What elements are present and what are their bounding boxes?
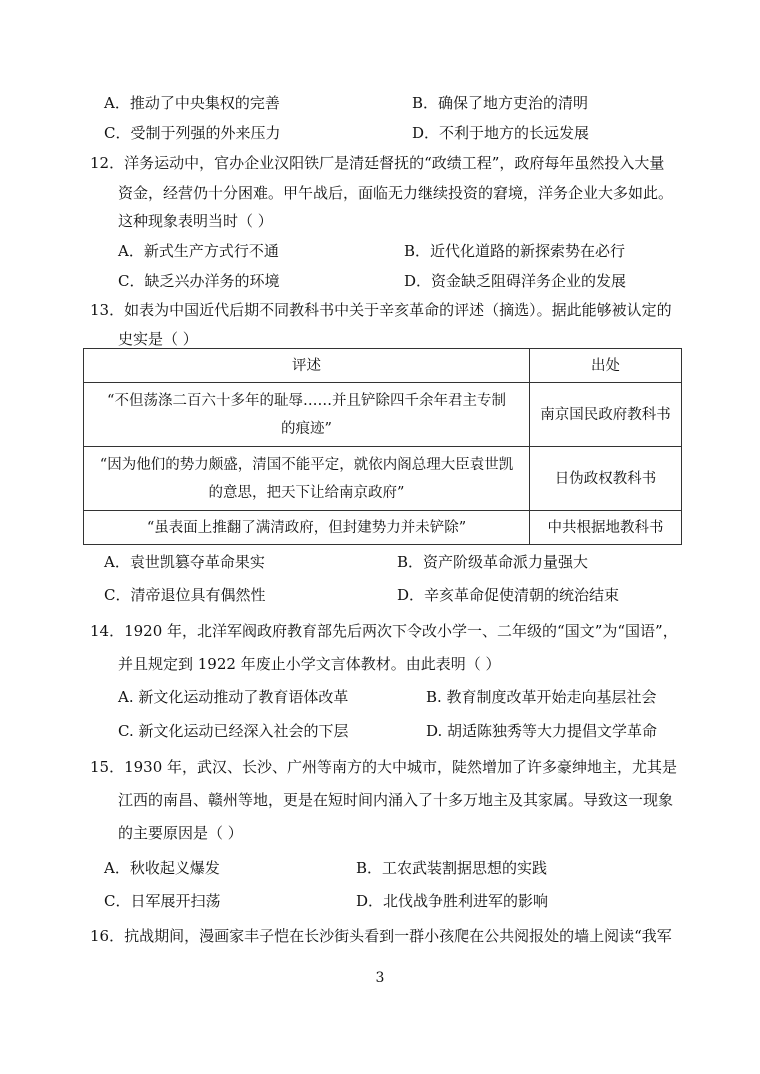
- table-cell-comment: [84, 511, 530, 545]
- q13-option-b: B．资产阶级革命派力量强大: [397, 553, 589, 571]
- comment-line: “不但荡涤二百六十多年的耻辱……并且铲除四千余年君主专制: [107, 392, 506, 409]
- q14-option-b: B. 教育制度改革开始走向基层社会: [426, 688, 657, 706]
- q15-stem-line-2: 江西的南昌、赣州等地，更是在短时间内涌入了十多万地主及其家属。导致这一现象: [118, 791, 674, 809]
- q14-option-a: A. 新文化运动推动了教育语体改革: [118, 688, 349, 706]
- comment-line: 的意思，把天下让给南京政府”: [208, 484, 405, 501]
- q11-option-d: D．不利于地方的长远发展: [412, 124, 590, 142]
- table-row: [84, 447, 682, 511]
- table-cell-comment: [84, 383, 530, 447]
- q14-option-c: C. 新文化运动已经深入社会的下层: [118, 722, 349, 740]
- page-number: 3: [375, 970, 385, 986]
- table-cell-source: 日伪政权教科书: [530, 447, 682, 511]
- q11-option-a: A．推动了中央集权的完善: [104, 94, 280, 112]
- q15-stem-line-1: 15．1930 年，武汉、长沙、广州等南方的大中城市，陡然增加了许多豪绅地主，尤其是: [90, 758, 678, 776]
- q14-stem-line-1: 14．1920 年，北洋军阀政府教育部先后两次下令改小学一、二年级的“国文”为“国语”，: [90, 622, 678, 640]
- q15-option-a: A．秋收起义爆发: [104, 859, 220, 877]
- q12-stem-line-2: 资金，经营仍十分困难。甲午战后，面临无力继续投资的窘境，洋务企业大多如此。: [118, 184, 674, 202]
- table-header-comment: 评述: [84, 349, 530, 383]
- table-cell-source: 中共根据地教科书: [530, 511, 682, 545]
- comment-line: “虽表面上推翻了满清政府，但封建势力并未铲除”: [146, 519, 467, 536]
- q14-option-d: D. 胡适陈独秀等大力提倡文学革命: [426, 722, 658, 740]
- q12-option-b: B．近代化道路的新探索势在必行: [404, 242, 626, 260]
- comment-line: 的痕迹”: [281, 420, 332, 437]
- q12-stem-line-1: 12．洋务运动中，官办企业汉阳铁厂是清廷督抚的“政绩工程”，政府每年虽然投入大量: [90, 154, 665, 172]
- q11-option-c: C．受制于列强的外来压力: [104, 124, 281, 142]
- q15-option-d: D．北伐战争胜利进军的影响: [356, 892, 549, 910]
- q13-option-d: D．辛亥革命促使清朝的统治结束: [397, 586, 620, 604]
- q13-option-a: A．袁世凯篡夺革命果实: [104, 553, 265, 571]
- q13-comment-table: [83, 348, 682, 545]
- q12-stem-line-3: 这种现象表明当时（ ）: [118, 212, 273, 230]
- table-row: [84, 383, 682, 447]
- q16-stem-line-1: 16．抗战期间，漫画家丰子恺在长沙街头看到一群小孩爬在公共阅报处的墙上阅读“我军: [90, 927, 672, 945]
- table-header-source: 出处: [530, 349, 682, 383]
- q12-option-a: A．新式生产方式行不通: [118, 242, 279, 260]
- q13-stem-line-1: 13．如表为中国近代后期不同教科书中关于辛亥革命的评述（摘选）。据此能够被认定的: [90, 301, 672, 319]
- q15-option-c: C．日军展开扫荡: [104, 892, 221, 910]
- q13-stem-line-2: 史实是（ ）: [118, 330, 198, 348]
- q15-option-b: B．工农武装割据思想的实践: [356, 859, 548, 877]
- q12-option-c: C．缺乏兴办洋务的环境: [118, 272, 280, 290]
- q14-stem-line-2: 并且规定到 1922 年废止小学文言体教材。由此表明（ ）: [118, 655, 501, 673]
- q13-option-c: C．清帝退位具有偶然性: [104, 586, 266, 604]
- comment-line: “因为他们的势力颇盛，清国不能平定，就依内阁总理大臣袁世凯: [99, 456, 514, 473]
- table-row: [84, 511, 682, 545]
- q11-option-b: B．确保了地方吏治的清明: [412, 94, 589, 112]
- table-cell-source: 南京国民政府教科书: [530, 383, 682, 447]
- table-header-row: [84, 349, 682, 383]
- q15-stem-line-3: 的主要原因是（ ）: [118, 824, 243, 842]
- q12-option-d: D．资金缺乏阻碍洋务企业的发展: [404, 272, 627, 290]
- table-cell-comment: [84, 447, 530, 511]
